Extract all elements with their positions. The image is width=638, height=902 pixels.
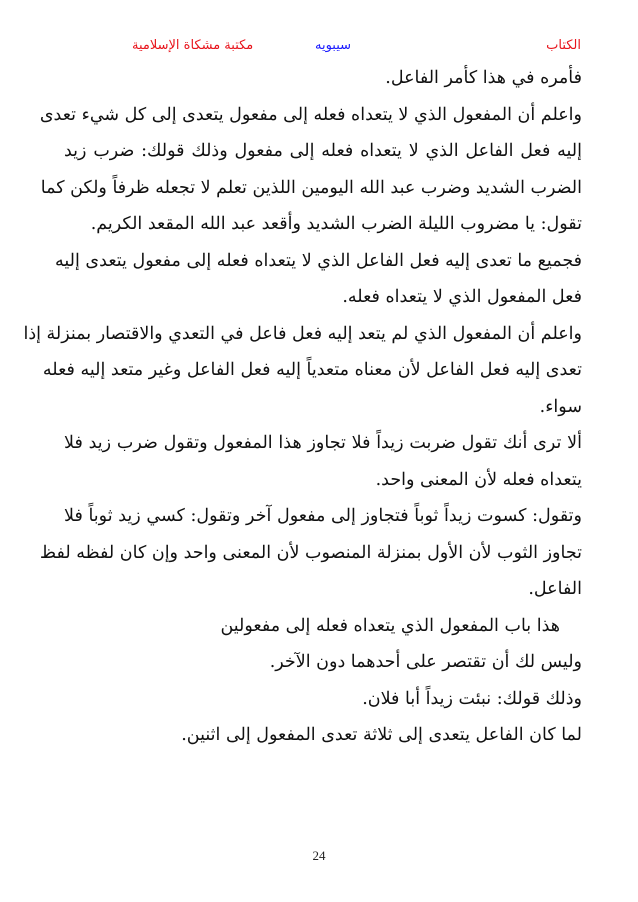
text-line: فعل المفعول الذي لا يتعداه فعله. [342, 287, 582, 307]
text-line: لما كان الفاعل يتعدى إلى ثلاثة تعدى المفعول إلى اثنين. [181, 725, 582, 745]
text-line: واعلم أن المفعول الذي لم يتعد إليه فعل فاعل في التعدي والاقتصار بمنزلة إذا [23, 323, 582, 344]
author-name: سيبويه [315, 38, 352, 53]
text-line: وذلك قولك: نبئت زيداً أبا فلان. [362, 688, 582, 709]
page-number: 24 [312, 848, 326, 863]
text-line: واعلم أن المفعول الذي لا يتعداه فعله إلى مفعول يتعدى إلى كل شيء تعدى [39, 104, 582, 125]
text-line: الفاعل. [528, 579, 582, 599]
text-line: تعدى إليه فعل الفاعل لأن معناه متعدياً إليه فعل الفاعل وغير متعد إليه فعله [42, 360, 582, 380]
body-text [23, 60, 582, 754]
text-line: سواء. [539, 396, 582, 417]
text-line: وتقول: كسوت زيداً ثوباً فتجاوز إلى مفعول آخر وتقول: كسي زيد ثوباً فلا [64, 506, 582, 526]
text-line: يتعداه فعله لأن المعنى واحد. [375, 469, 582, 490]
text-line: وليس لك أن تقتصر على أحدهما دون الآخر. [269, 652, 582, 672]
section-heading: هذا باب المفعول الذي يتعداه فعله إلى مفعولين [220, 615, 560, 636]
text-line: فجميع ما تعدى إليه فعل الفاعل الذي لا يتعداه فعله إلى مفعول يتعدى إليه [55, 250, 582, 271]
page-header [0, 38, 638, 60]
text-line: الضرب الشديد وضرب عبد الله اليومين اللذين تعلم لا تجعله ظرفاً ولكن كما [40, 177, 582, 198]
library-name: مكتبة مشكاة الإسلامية [132, 38, 254, 53]
text-line: تجاوز الثوب لأن الأول بمنزلة المنصوب لأن المعنى واحد وإن كان لفظه لفظ [39, 542, 582, 563]
text-line: فأمره في هذا كأمر الفاعل. [385, 68, 582, 88]
text-line: ألا ترى أنك تقول ضربت زيداً فلا تجاوز هذا المفعول وتقول ضرب زيد فلا [64, 433, 582, 453]
book-title: الكتاب [546, 38, 581, 53]
text-line: تقول: يا مضروب الليلة الضرب الشديد وأقعد عبد الله المقعد الكريم. [90, 214, 582, 234]
text-line: إليه فعل الفاعل الذي لا يتعداه فعله إلى مفعول وذلك قولك: ضرب زيد [64, 141, 582, 161]
